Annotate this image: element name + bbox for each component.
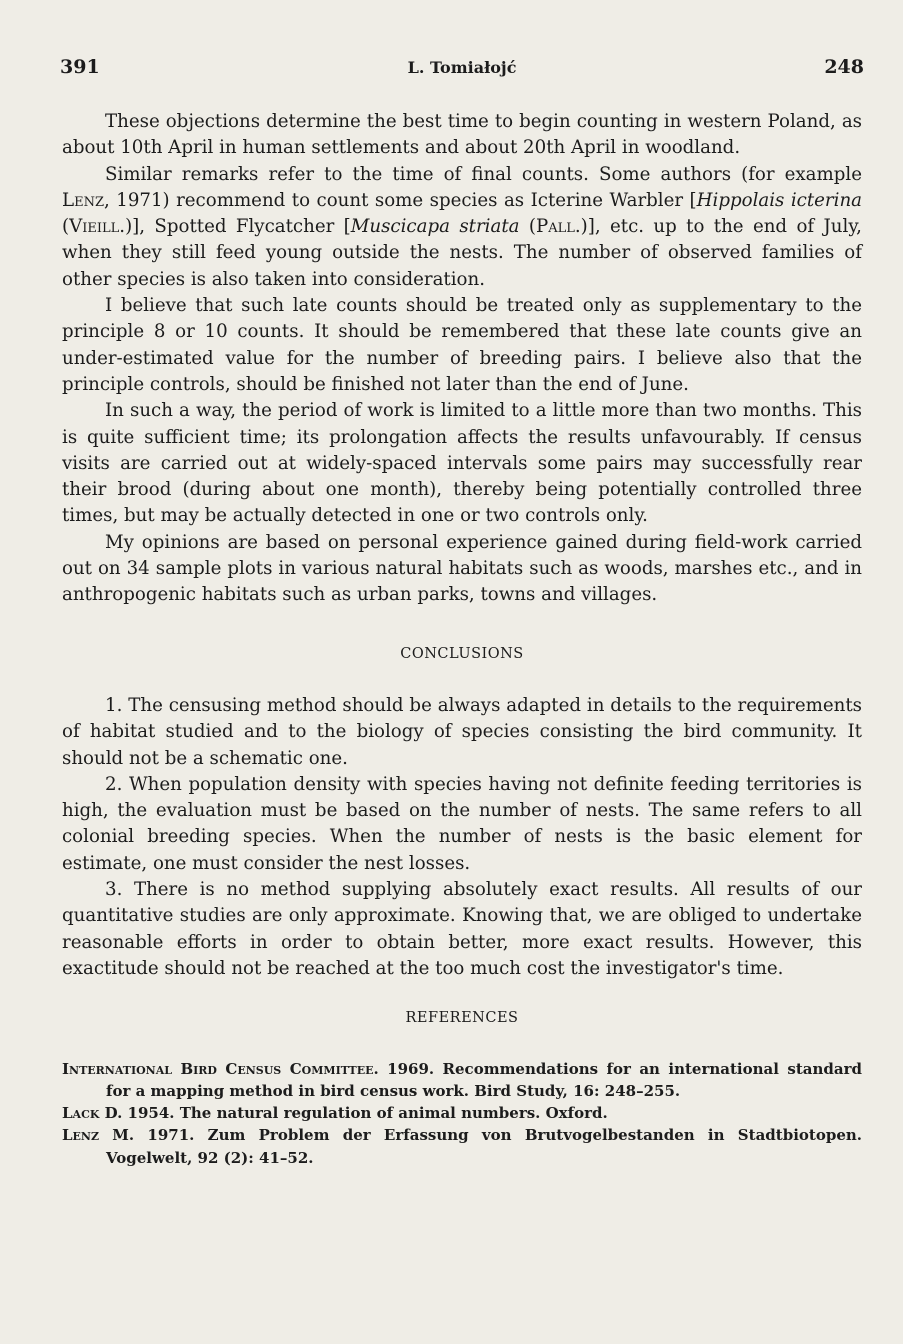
text-run: , 1971) recommend to count some species as Icterine Warbler [ (103, 189, 697, 211)
article-body (62, 109, 862, 1169)
reference-author: International Bird Census Committee (62, 1059, 374, 1078)
species-authority: Pall. (535, 216, 581, 238)
running-head: L. Tomiałojć (407, 58, 517, 77)
conclusion-2: 2. When population density with species having not definite feeding territories is high, the evaluation must be based on the number of nests. The same refers to all colonial breeding species. When the number of nests is the basic element for estimate, one must consider the nest losses. (62, 773, 862, 874)
author-name: Lenz (62, 189, 104, 211)
reference-text: M. 1971. Zum Problem der Erfassung von Brutvogelbestanden in Stadtbiotopen. Vogelwelt, (99, 1126, 862, 1167)
text-run: ( (519, 216, 536, 238)
page-number-right: 248 (824, 56, 864, 78)
references-heading: REFERENCES (405, 1010, 519, 1027)
reference-list (62, 1058, 862, 1169)
page-header (60, 56, 864, 78)
page-number-left: 391 (60, 56, 100, 78)
conclusion-1: 1. The censusing method should be always adapted in details to the requirements of habitat studied and to the biology of species consisting the bird community. It should not be a schematic one. (62, 694, 862, 769)
reference-item (62, 1124, 862, 1169)
conclusions-heading: CONCLUSIONS (400, 645, 524, 662)
reference-author: Lack (62, 1104, 100, 1123)
reference-text: : 248–255. (594, 1081, 681, 1100)
reference-text: . 1969. Recommendations for an international standard for a mapping method in bird census work. Bird Study, (106, 1059, 862, 1100)
species-name: Muscicapa striata (350, 216, 520, 238)
text-run: Similar remarks refer to the time of final counts. Some authors (for example (105, 163, 862, 185)
reference-text: (2): 41–52. (218, 1148, 314, 1167)
species-authority: Vieill. (69, 216, 126, 238)
text-run: )], Spotted Flycatcher [ (125, 216, 351, 238)
text-run: )], etc. up to the end of July, when they still feed young outside the nests. The number of observed families of other species is also taken into consideration. (62, 216, 862, 290)
reference-item (62, 1058, 862, 1103)
species-name: Hippolais icterina (696, 189, 862, 211)
reference-volume: 16 (573, 1081, 594, 1100)
paragraph-5: My opinions are based on personal experience gained during field-work carried out on 34 sample plots in various natural habitats such as woods, marshes etc., and in anthropogenic habitats such as urban parks, towns and villages. (62, 531, 862, 606)
paragraph-1: These objections determine the best time to begin counting in western Poland, as about 10th April in human settlements and about 20th April in woodland. (62, 111, 862, 159)
text-run: ( (62, 216, 70, 238)
reference-text: D. 1954. The natural regulation of animal numbers. Oxford. (99, 1104, 608, 1123)
reference-item (62, 1102, 862, 1124)
conclusion-3: 3. There is no method supplying absolutely exact results. All results of our quantitative studies are only approximate. Knowing that, we are obliged to undertake reasonable efforts in order to obtain better, more exact results. However, this exactitude should not be reached at the too much cost the investigator's time. (62, 879, 862, 979)
reference-volume: 92 (197, 1148, 219, 1167)
reference-author: Lenz (62, 1126, 100, 1145)
paragraph-2 (62, 162, 862, 293)
paragraph-3: I believe that such late counts should be treated only as supplementary to the principle 8 or 10 counts. It should be remembered that these late counts give an under-estimated value for the number of breeding pairs. I believe also that the principle controls, should be finished not later than the end of June. (62, 295, 862, 395)
paragraph-4: In such a way, the period of work is limited to a little more than two months. This is quite sufficient time; its prolongation affects the results unfavourably. If census visits are carried out at widely-spaced intervals some pairs may successfully rear their brood (during about one month), thereby being potentially controlled three times, but may be actually detected in one or two controls only. (62, 400, 862, 527)
